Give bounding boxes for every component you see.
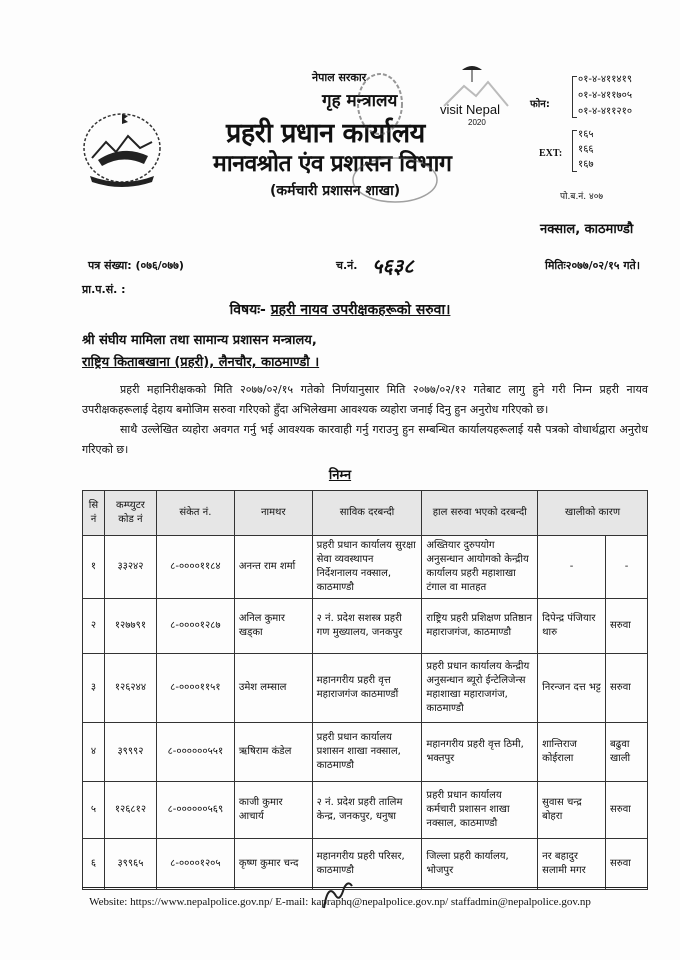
table-row bbox=[83, 654, 648, 723]
cell-new-post: जिल्ला प्रहरी कार्यालय, भोजपुर bbox=[422, 839, 538, 890]
ext-brace bbox=[572, 130, 577, 172]
table-header-row bbox=[83, 491, 648, 536]
header-new-post: हाल सरुवा भएको दरबन्दी bbox=[422, 491, 538, 536]
cell-previous-post: २ नं. प्रदेश सशस्त्र प्रहरी गण मुख्यालय, जनकपुर bbox=[312, 599, 422, 654]
cell-name: काजी कुमार आचार्य bbox=[234, 782, 312, 839]
extension-number: १६५ bbox=[578, 129, 594, 140]
header-vacancy-reason: खालीको कारण bbox=[538, 491, 648, 536]
table-row bbox=[83, 782, 648, 839]
extension-list bbox=[578, 127, 594, 172]
list-heading: निम्न bbox=[328, 468, 352, 483]
nepal-emblem-icon bbox=[78, 108, 166, 192]
cell-computer-code: ३९९९२ bbox=[104, 723, 156, 782]
cell-new-post: प्रहरी प्रधान कार्यालय कर्मचारी प्रशासन शाखा नक्साल, काठमाण्डौ bbox=[422, 782, 538, 839]
office-stamp-icon bbox=[340, 62, 450, 212]
cell-new-post: महानगरीय प्रहरी वृत्त ठिमी, भक्तपुर bbox=[422, 723, 538, 782]
phone-label: फोन: bbox=[530, 99, 550, 110]
phone-number: ०१-४-४११२१० bbox=[578, 106, 633, 117]
cell-vacancy-person: शान्तिराज कोईराला bbox=[538, 723, 606, 782]
table-row bbox=[83, 536, 648, 599]
po-box: पो.ब.नं. ४०७ bbox=[560, 192, 604, 202]
table-row bbox=[83, 599, 648, 654]
header-sn: सि नं bbox=[83, 491, 105, 536]
office-location: नक्साल, काठमाण्डौ bbox=[540, 222, 634, 237]
cell-vacancy-person: सुवास चन्द्र बोहरा bbox=[538, 782, 606, 839]
footer-divider bbox=[82, 887, 648, 888]
department-title: मानवश्रोत एंव प्रशासन विभाग bbox=[213, 151, 452, 177]
header-symbol-no: संकेत नं. bbox=[156, 491, 234, 536]
dispatch-label: च.नं. bbox=[336, 259, 358, 272]
extension-number: १६७ bbox=[578, 159, 594, 170]
dispatch-number: ५६३८ bbox=[372, 254, 414, 278]
government-label: नेपाल सरकार bbox=[312, 71, 367, 84]
cell-sn: ४ bbox=[83, 723, 105, 782]
branch-title: (कर्मचारी प्रशासन शाखा) bbox=[270, 183, 401, 199]
letter-date: मितिः२०७७/०२/१५ गते। bbox=[544, 259, 640, 272]
cell-sn: ६ bbox=[83, 839, 105, 890]
ministry-label: गृह मन्त्रालय bbox=[322, 91, 398, 111]
addressee-line-2: राष्ट्रिय किताबखाना (प्रहरी), लैनचौर, काठमाण्डौ । bbox=[82, 355, 320, 370]
cell-computer-code: १२७७९१ bbox=[104, 599, 156, 654]
cell-vacancy-reason: सरुवा bbox=[606, 599, 648, 654]
cell-symbol-no: ८-००००१२०५ bbox=[156, 839, 234, 890]
transfer-table bbox=[82, 490, 648, 890]
cell-computer-code: ३३२४२ bbox=[104, 536, 156, 599]
cell-vacancy-reason: - bbox=[606, 536, 648, 599]
cell-previous-post: प्रहरी प्रधान कार्यालय सुरक्षा सेवा व्यवस्थापन निर्देशनालय नक्साल, काठमाण्डौ bbox=[312, 536, 422, 599]
cell-previous-post: महानगरीय प्रहरी परिसर, काठमाण्डौ bbox=[312, 839, 422, 890]
addressee-line-1: श्री संघीय मामिला तथा सामान्य प्रशासन मन्त्रालय, bbox=[82, 333, 317, 348]
cell-symbol-no: ८-००००११५१ bbox=[156, 654, 234, 723]
reference-number: पत्र संख्या: (०७६/०७७) bbox=[88, 259, 184, 272]
footer-contact: Website: https://www.nepalpolice.gov.np/ E-mail: kapraphq@nepalpolice.gov.np/ staffadmin@nepalpolice.gov.np bbox=[89, 896, 591, 908]
table-row bbox=[83, 839, 648, 890]
visit-nepal-text: visit Nepal bbox=[440, 102, 500, 117]
header-name: नामथर bbox=[234, 491, 312, 536]
cell-vacancy-person: दिपेन्द्र पंजियार थारु bbox=[538, 599, 606, 654]
cell-sn: ५ bbox=[83, 782, 105, 839]
cell-symbol-no: ८-००००००५६९ bbox=[156, 782, 234, 839]
body-paragraph-2: साथै उल्लेखित व्यहोरा अवगत गर्नु भई आवश्यक कारवाही गर्नु गराउनु हुन सम्बन्धित कार्यालयहरूलाई यसै पत्रको वोधार्थद्वारा अनुरोध गरिएको छ। bbox=[82, 423, 648, 456]
cell-sn: २ bbox=[83, 599, 105, 654]
cell-vacancy-person: नर बहादुर सलामी मगर bbox=[538, 839, 606, 890]
extension-number: १६६ bbox=[578, 144, 594, 155]
cell-vacancy-person: - bbox=[538, 536, 606, 599]
cell-new-post: प्रहरी प्रधान कार्यालय केन्द्रीय अनुसन्धान ब्यूरो ईन्टेलिजेन्स महाशाखा महाराजगंज, काठमाण्डौ bbox=[422, 654, 538, 723]
cell-name: ऋषिराम कंडेल bbox=[234, 723, 312, 782]
cell-name: अनिल कुमार खड्का bbox=[234, 599, 312, 654]
cell-vacancy-person: निरन्जन दत्त भट्ट bbox=[538, 654, 606, 723]
phone-list bbox=[578, 72, 632, 120]
cell-symbol-no: ८-००००००५५१ bbox=[156, 723, 234, 782]
header-previous-post: साविक दरबन्दी bbox=[312, 491, 422, 536]
cell-vacancy-reason: सरुवा bbox=[606, 839, 648, 890]
phone-brace bbox=[572, 76, 577, 118]
cell-sn: ३ bbox=[83, 654, 105, 723]
phone-number: ०१-४-४११४१९ bbox=[578, 74, 633, 85]
cell-sn: १ bbox=[83, 536, 105, 599]
cell-previous-post: २ नं. प्रदेश प्रहरी तालिम केन्द्र, जनकपुर, धनुषा bbox=[312, 782, 422, 839]
table-row bbox=[83, 723, 648, 782]
cell-computer-code: १२६२४४ bbox=[104, 654, 156, 723]
cell-new-post: अख्तियार दुरुपयोग अनुसन्धान आयोगको केन्द्रीय कार्यालय प्रहरी महाशाखा टंगाल वा मातहत bbox=[422, 536, 538, 599]
ext-label: EXT: bbox=[539, 148, 563, 159]
subject-text: प्रहरी नायव उपरीक्षकहरूको सरुवा। bbox=[270, 302, 451, 318]
cell-new-post: राष्ट्रिय प्रहरी प्रशिक्षण प्रतिष्ठान महाराजगंज, काठमाण्डौ bbox=[422, 599, 538, 654]
office-title: प्रहरी प्रधान कार्यालय bbox=[226, 118, 425, 149]
phone-number: ०१-४-४११७०५ bbox=[578, 90, 633, 101]
cell-name: कृष्ण कुमार चन्द bbox=[234, 839, 312, 890]
cell-previous-post: महानगरीय प्रहरी वृत्त महाराजगंज काठमाण्डौं bbox=[312, 654, 422, 723]
cell-computer-code: ३९९६५ bbox=[104, 839, 156, 890]
subject-label: विषयः- bbox=[229, 302, 266, 318]
cell-vacancy-reason: सरुवा bbox=[606, 654, 648, 723]
cell-name: अनन्त राम शर्मा bbox=[234, 536, 312, 599]
cell-previous-post: प्रहरी प्रधान कार्यालय प्रशासन शाखा नक्साल, काठमाण्डौ bbox=[312, 723, 422, 782]
prps-label: प्रा.प.सं. : bbox=[82, 283, 126, 296]
cell-name: उमेश लम्साल bbox=[234, 654, 312, 723]
body-paragraph-1: प्रहरी महानिरीक्षकको मिति २०७७/०२/१५ गतेको निर्णयानुसार मिति २०७७/०२/१२ गतेबाट लागु हुने गरी निम्न प्रहरी नायव उपरीक्षकहरूलाई देहाय बमोजिम सरुवा गरिएको हुँदा अभिलेखमा आवश्यक व्यहोरा जनाई दिनु हुन अनुरोध गरिएको छ। bbox=[82, 383, 648, 416]
cell-symbol-no: ८-००००१२८७ bbox=[156, 599, 234, 654]
cell-computer-code: १२६८१२ bbox=[104, 782, 156, 839]
cell-vacancy-reason: बढुवा खाली bbox=[606, 723, 648, 782]
header-computer-code: कम्प्युटर कोड नं bbox=[104, 491, 156, 536]
cell-vacancy-reason: सरुवा bbox=[606, 782, 648, 839]
subject-line bbox=[0, 300, 680, 319]
cell-symbol-no: ८-००००११८४ bbox=[156, 536, 234, 599]
visit-nepal-year: 2020 bbox=[468, 118, 486, 127]
